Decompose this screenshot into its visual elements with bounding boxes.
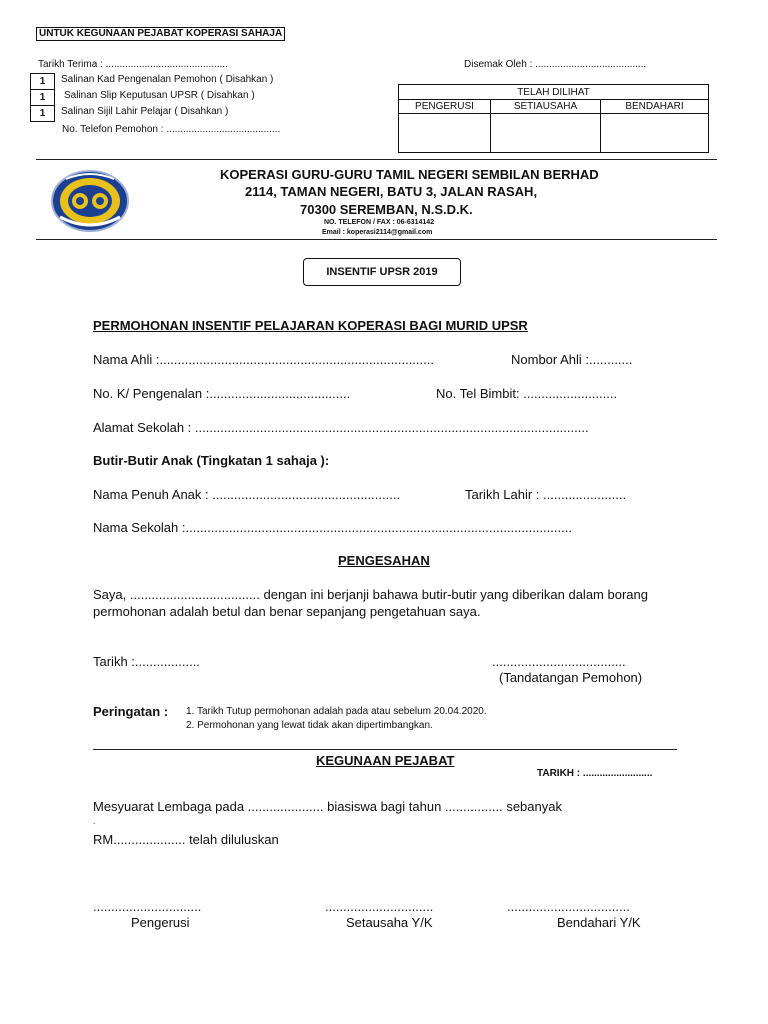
tarikh-terima: Tarikh Terima : ............................................ <box>38 59 228 70</box>
rm-line: RM.................... telah diluluskan <box>93 832 279 847</box>
org-name: KOPERASI GURU-GURU TAMIL NEGERI SEMBILAN BERHAD <box>220 167 599 182</box>
checklist-item-1: Salinan Kad Pengenalan Pemohon ( Disahkan ) <box>61 74 274 85</box>
office-use-label: UNTUK KEGUNAAN PEJABAT KOPERASI SAHAJA <box>36 27 285 41</box>
col-pengerusi: PENGERUSI <box>399 100 491 114</box>
setiausaha-signature-dots[interactable]: .............................. <box>325 899 434 914</box>
kegunaan-pejabat-heading: KEGUNAAN PEJABAT <box>316 753 455 768</box>
org-address-2: 70300 SEREMBAN, N.S.D.K. <box>300 202 473 217</box>
signature-cell-pengerusi <box>399 114 491 153</box>
nama-ahli-field[interactable]: Nama Ahli :............................................................................ <box>93 352 434 367</box>
nombor-ahli-field[interactable]: Nombor Ahli :............ <box>511 352 633 367</box>
mesyuarat-dot: . <box>93 817 96 826</box>
checklist-count-3: 1 <box>30 105 55 122</box>
checklist-item-2: Salinan Slip Keputusan UPSR ( Disahkan ) <box>64 90 255 101</box>
peringatan-label: Peringatan : <box>93 704 169 719</box>
checklist-item-3: Salinan Sijil Lahir Pelajar ( Disahkan ) <box>61 106 229 117</box>
pengerusi-signature-label: Pengerusi <box>131 915 190 930</box>
disemak-oleh: Disemak Oleh : ........................................ <box>464 59 647 70</box>
bendahari-signature-dots[interactable]: .................................. <box>507 899 630 914</box>
peringatan-item-2: 2. Permohonan yang lewat tidak akan dipertimbangkan. <box>186 720 433 731</box>
butir-anak-heading: Butir-Butir Anak (Tingkatan 1 sahaja ): <box>93 453 330 468</box>
org-phone: NO. TELEFON / FAX : 06-6314142 <box>324 219 435 226</box>
org-email: Email : koperasi2114@gmail.com <box>322 229 433 236</box>
letterhead-bottom-rule <box>36 239 717 240</box>
no-tel-bimbit-field[interactable]: No. Tel Bimbit: .......................... <box>436 386 618 401</box>
pengesahan-line-2: permohonan adalah betul dan benar sepanjang pengetahuan saya. <box>93 604 481 619</box>
pengesahan-line-1: Saya, .................................... dengan ini berjanji bahawa butir-butir yang diberikan dalam borang <box>93 587 648 602</box>
col-bendahari: BENDAHARI <box>601 100 709 114</box>
checklist-count-2: 1 <box>30 89 55 106</box>
bendahari-signature-label: Bendahari Y/K <box>557 915 641 930</box>
alamat-sekolah-field[interactable]: Alamat Sekolah : ............................................................................................................. <box>93 420 589 435</box>
cooperative-logo-emblem <box>48 167 132 235</box>
tarikh-lahir-field[interactable]: Tarikh Lahir : ....................... <box>465 487 627 502</box>
nama-penuh-anak-field[interactable]: Nama Penuh Anak : .................................................... <box>93 487 401 502</box>
checklist-count-1: 1 <box>30 73 55 90</box>
pengesahan-tarikh-field[interactable]: Tarikh :.................. <box>93 654 200 669</box>
form-title: PERMOHONAN INSENTIF PELAJARAN KOPERASI BAGI MURID UPSR <box>93 318 528 333</box>
org-address-1: 2114, TAMAN NEGERI, BATU 3, JALAN RASAH, <box>245 184 538 199</box>
no-telefon-pemohon: No. Telefon Pemohon : ......................................... <box>62 124 281 135</box>
nama-sekolah-field[interactable]: Nama Sekolah :........................................................................................................... <box>93 520 572 535</box>
telah-dilihat-title: TELAH DILIHAT <box>399 85 709 100</box>
signature-cell-setiausaha <box>491 114 601 153</box>
telah-dilihat-table <box>398 84 709 153</box>
letterhead-top-rule <box>36 159 717 160</box>
col-setiausaha: SETIAUSAHA <box>491 100 601 114</box>
signature-label: (Tandatangan Pemohon) <box>499 670 643 685</box>
signature-cell-bendahari <box>601 114 709 153</box>
setiausaha-signature-label: Setausaha Y/K <box>346 915 433 930</box>
insentif-badge: INSENTIF UPSR 2019 <box>303 258 461 286</box>
kegunaan-tarikh: TARIKH : ......................... <box>537 768 653 779</box>
mesyuarat-line: Mesyuarat Lembaga pada ..................... biasiswa bagi tahun ................ sebanyak <box>93 799 562 814</box>
pengerusi-signature-dots[interactable]: .............................. <box>93 899 202 914</box>
pengesahan-heading: PENGESAHAN <box>338 553 430 568</box>
signature-dots[interactable]: ..................................... <box>492 654 626 669</box>
office-section-rule <box>93 749 677 750</box>
peringatan-item-1: 1. Tarikh Tutup permohonan adalah pada atau sebelum 20.04.2020. <box>186 706 487 717</box>
no-kp-field[interactable]: No. K/ Pengenalan :....................................... <box>93 386 351 401</box>
